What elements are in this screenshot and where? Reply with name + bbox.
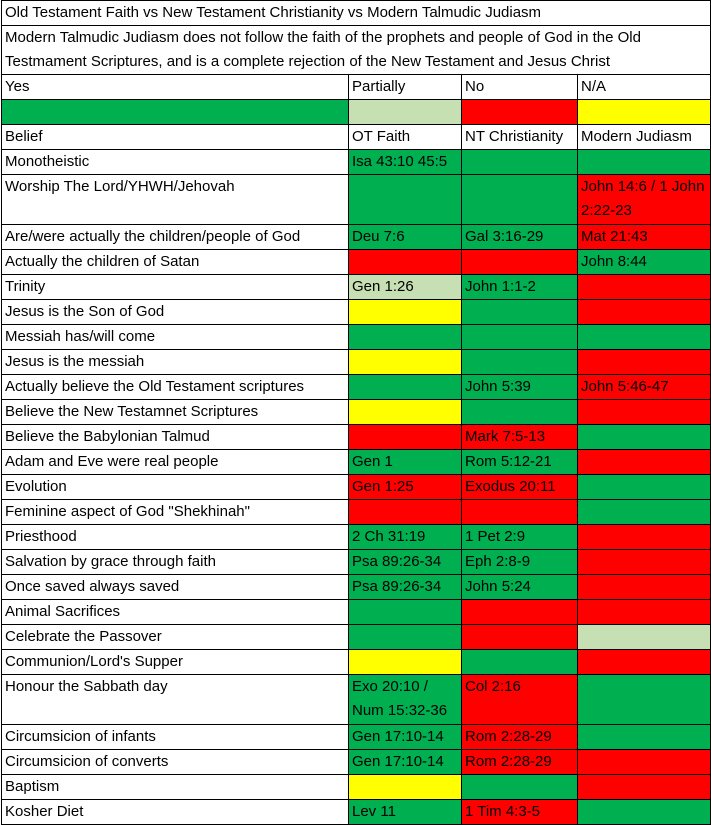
modern-judaism-cell <box>578 600 711 625</box>
belief-cell: Worship The Lord/YHWH/Jehovah <box>2 175 349 225</box>
belief-cell: Evolution <box>2 475 349 500</box>
nt-christianity-cell: 1 Pet 2:9 <box>462 525 578 550</box>
modern-judaism-cell <box>578 625 711 650</box>
modern-judaism-cell <box>578 800 711 825</box>
nt-christianity-cell: John 1:1-2 <box>462 275 578 300</box>
belief-cell: Trinity <box>2 275 349 300</box>
ot-faith-cell: Gen 1 <box>349 450 462 475</box>
nt-christianity-cell <box>462 175 578 225</box>
nt-christianity-cell: Col 2:16 <box>462 675 578 725</box>
belief-cell: Are/were actually the children/people of God <box>2 225 349 250</box>
legend-label-partially: Partially <box>349 75 462 100</box>
belief-cell: Celebrate the Passover <box>2 625 349 650</box>
ot-faith-cell: Exo 20:10 / Num 15:32-36 <box>349 675 462 725</box>
table-row <box>2 250 711 275</box>
modern-judaism-cell <box>578 450 711 475</box>
belief-cell: Honour the Sabbath day <box>2 675 349 725</box>
table-row <box>2 225 711 250</box>
nt-christianity-cell: Rom 5:12-21 <box>462 450 578 475</box>
belief-cell: Monotheistic <box>2 150 349 175</box>
ot-faith-cell <box>349 175 462 225</box>
table-row <box>2 525 711 550</box>
belief-cell: Believe the New Testamnet Scriptures <box>2 400 349 425</box>
nt-christianity-cell: 1 Tim 4:3-5 <box>462 800 578 825</box>
nt-christianity-cell: Gal 3:16-29 <box>462 225 578 250</box>
nt-christianity-cell: John 5:39 <box>462 375 578 400</box>
ot-faith-cell <box>349 600 462 625</box>
ot-faith-cell <box>349 350 462 375</box>
belief-cell: Circumsicion of converts <box>2 750 349 775</box>
table-row <box>2 350 711 375</box>
modern-judaism-cell <box>578 400 711 425</box>
table-row <box>2 800 711 825</box>
ot-faith-cell <box>349 400 462 425</box>
belief-cell: Salvation by grace through faith <box>2 550 349 575</box>
modern-judaism-cell <box>578 575 711 600</box>
nt-christianity-cell <box>462 300 578 325</box>
table-row <box>2 150 711 175</box>
legend-swatch-partially <box>349 100 462 125</box>
table-row <box>2 300 711 325</box>
ot-faith-cell: Gen 1:25 <box>349 475 462 500</box>
modern-judaism-cell <box>578 500 711 525</box>
nt-christianity-cell <box>462 600 578 625</box>
belief-cell: Adam and Eve were real people <box>2 450 349 475</box>
nt-christianity-cell: Rom 2:28-29 <box>462 750 578 775</box>
nt-christianity-cell <box>462 775 578 800</box>
belief-cell: Animal Sacrifices <box>2 600 349 625</box>
modern-judaism-cell: John 14:6 / 1 John 2:22-23 <box>578 175 711 225</box>
modern-judaism-cell <box>578 775 711 800</box>
ot-faith-cell <box>349 625 462 650</box>
legend-label-yes: Yes <box>2 75 349 100</box>
ot-faith-cell: Psa 89:26-34 <box>349 550 462 575</box>
ot-faith-cell <box>349 300 462 325</box>
belief-cell: Messiah has/will come <box>2 325 349 350</box>
table-description: Modern Talmudic Judiasm does not follow the faith of the prophets and people of God in the Old Testmament Scriptures, and is a complete rejection of the New Testament and Jesus Christ <box>2 26 711 75</box>
modern-judaism-cell <box>578 275 711 300</box>
table-row <box>2 475 711 500</box>
modern-judaism-cell <box>578 725 711 750</box>
nt-christianity-cell <box>462 350 578 375</box>
belief-cell: Kosher Diet <box>2 800 349 825</box>
ot-faith-cell: 2 Ch 31:19 <box>349 525 462 550</box>
ot-faith-cell: Gen 1:26 <box>349 275 462 300</box>
table-row <box>2 575 711 600</box>
table-row <box>2 400 711 425</box>
table-row <box>2 625 711 650</box>
nt-christianity-cell <box>462 325 578 350</box>
modern-judaism-cell <box>578 525 711 550</box>
table-row <box>2 275 711 300</box>
header-nt-christianity: NT Christianity <box>462 125 578 150</box>
nt-christianity-cell: Eph 2:8-9 <box>462 550 578 575</box>
ot-faith-cell: Isa 43:10 45:5 <box>349 150 462 175</box>
ot-faith-cell: Gen 17:10-14 <box>349 750 462 775</box>
table-row <box>2 450 711 475</box>
nt-christianity-cell <box>462 650 578 675</box>
ot-faith-cell <box>349 500 462 525</box>
nt-christianity-cell <box>462 250 578 275</box>
modern-judaism-cell <box>578 675 711 725</box>
modern-judaism-cell <box>578 300 711 325</box>
modern-judaism-cell <box>578 425 711 450</box>
legend-swatch-na <box>578 100 711 125</box>
header-modern-judaism: Modern Judiasm <box>578 125 711 150</box>
nt-christianity-cell <box>462 150 578 175</box>
belief-cell: Jesus is the messiah <box>2 350 349 375</box>
ot-faith-cell: Deu 7:6 <box>349 225 462 250</box>
modern-judaism-cell <box>578 475 711 500</box>
table-row <box>2 750 711 775</box>
ot-faith-cell <box>349 650 462 675</box>
modern-judaism-cell <box>578 750 711 775</box>
table-row <box>2 550 711 575</box>
comparison-table <box>1 0 711 825</box>
table-row <box>2 425 711 450</box>
modern-judaism-cell: John 8:44 <box>578 250 711 275</box>
ot-faith-cell <box>349 250 462 275</box>
nt-christianity-cell: John 5:24 <box>462 575 578 600</box>
header-ot-faith: OT Faith <box>349 125 462 150</box>
belief-cell: Circumsicion of infants <box>2 725 349 750</box>
legend-swatch-no <box>462 100 578 125</box>
legend-swatch-yes <box>2 100 349 125</box>
nt-christianity-cell: Mark 7:5-13 <box>462 425 578 450</box>
legend-label-no: No <box>462 75 578 100</box>
table-title: Old Testament Faith vs New Testament Christianity vs Modern Talmudic Judiasm <box>2 1 711 26</box>
table-row <box>2 325 711 350</box>
modern-judaism-cell <box>578 550 711 575</box>
table-row <box>2 725 711 750</box>
nt-christianity-cell <box>462 400 578 425</box>
belief-cell: Jesus is the Son of God <box>2 300 349 325</box>
table-row <box>2 775 711 800</box>
modern-judaism-cell <box>578 150 711 175</box>
table-row <box>2 600 711 625</box>
table-row <box>2 375 711 400</box>
belief-cell: Believe the Babylonian Talmud <box>2 425 349 450</box>
modern-judaism-cell <box>578 350 711 375</box>
nt-christianity-cell: Rom 2:28-29 <box>462 725 578 750</box>
belief-cell: Communion/Lord's Supper <box>2 650 349 675</box>
belief-cell: Feminine aspect of God "Shekhinah" <box>2 500 349 525</box>
belief-cell: Actually believe the Old Testament scriptures <box>2 375 349 400</box>
belief-cell: Once saved always saved <box>2 575 349 600</box>
nt-christianity-cell <box>462 625 578 650</box>
header-belief: Belief <box>2 125 349 150</box>
modern-judaism-cell: Mat 21:43 <box>578 225 711 250</box>
belief-cell: Actually the children of Satan <box>2 250 349 275</box>
table-row <box>2 500 711 525</box>
table-row <box>2 175 711 225</box>
table-row <box>2 675 711 725</box>
ot-faith-cell <box>349 325 462 350</box>
ot-faith-cell: Psa 89:26-34 <box>349 575 462 600</box>
nt-christianity-cell: Exodus 20:11 <box>462 475 578 500</box>
ot-faith-cell: Lev 11 <box>349 800 462 825</box>
nt-christianity-cell <box>462 500 578 525</box>
legend-label-na: N/A <box>578 75 711 100</box>
belief-cell: Priesthood <box>2 525 349 550</box>
modern-judaism-cell <box>578 325 711 350</box>
ot-faith-cell <box>349 375 462 400</box>
belief-cell: Baptism <box>2 775 349 800</box>
modern-judaism-cell: John 5:46-47 <box>578 375 711 400</box>
modern-judaism-cell <box>578 650 711 675</box>
ot-faith-cell <box>349 775 462 800</box>
table-row <box>2 650 711 675</box>
ot-faith-cell: Gen 17:10-14 <box>349 725 462 750</box>
ot-faith-cell <box>349 425 462 450</box>
